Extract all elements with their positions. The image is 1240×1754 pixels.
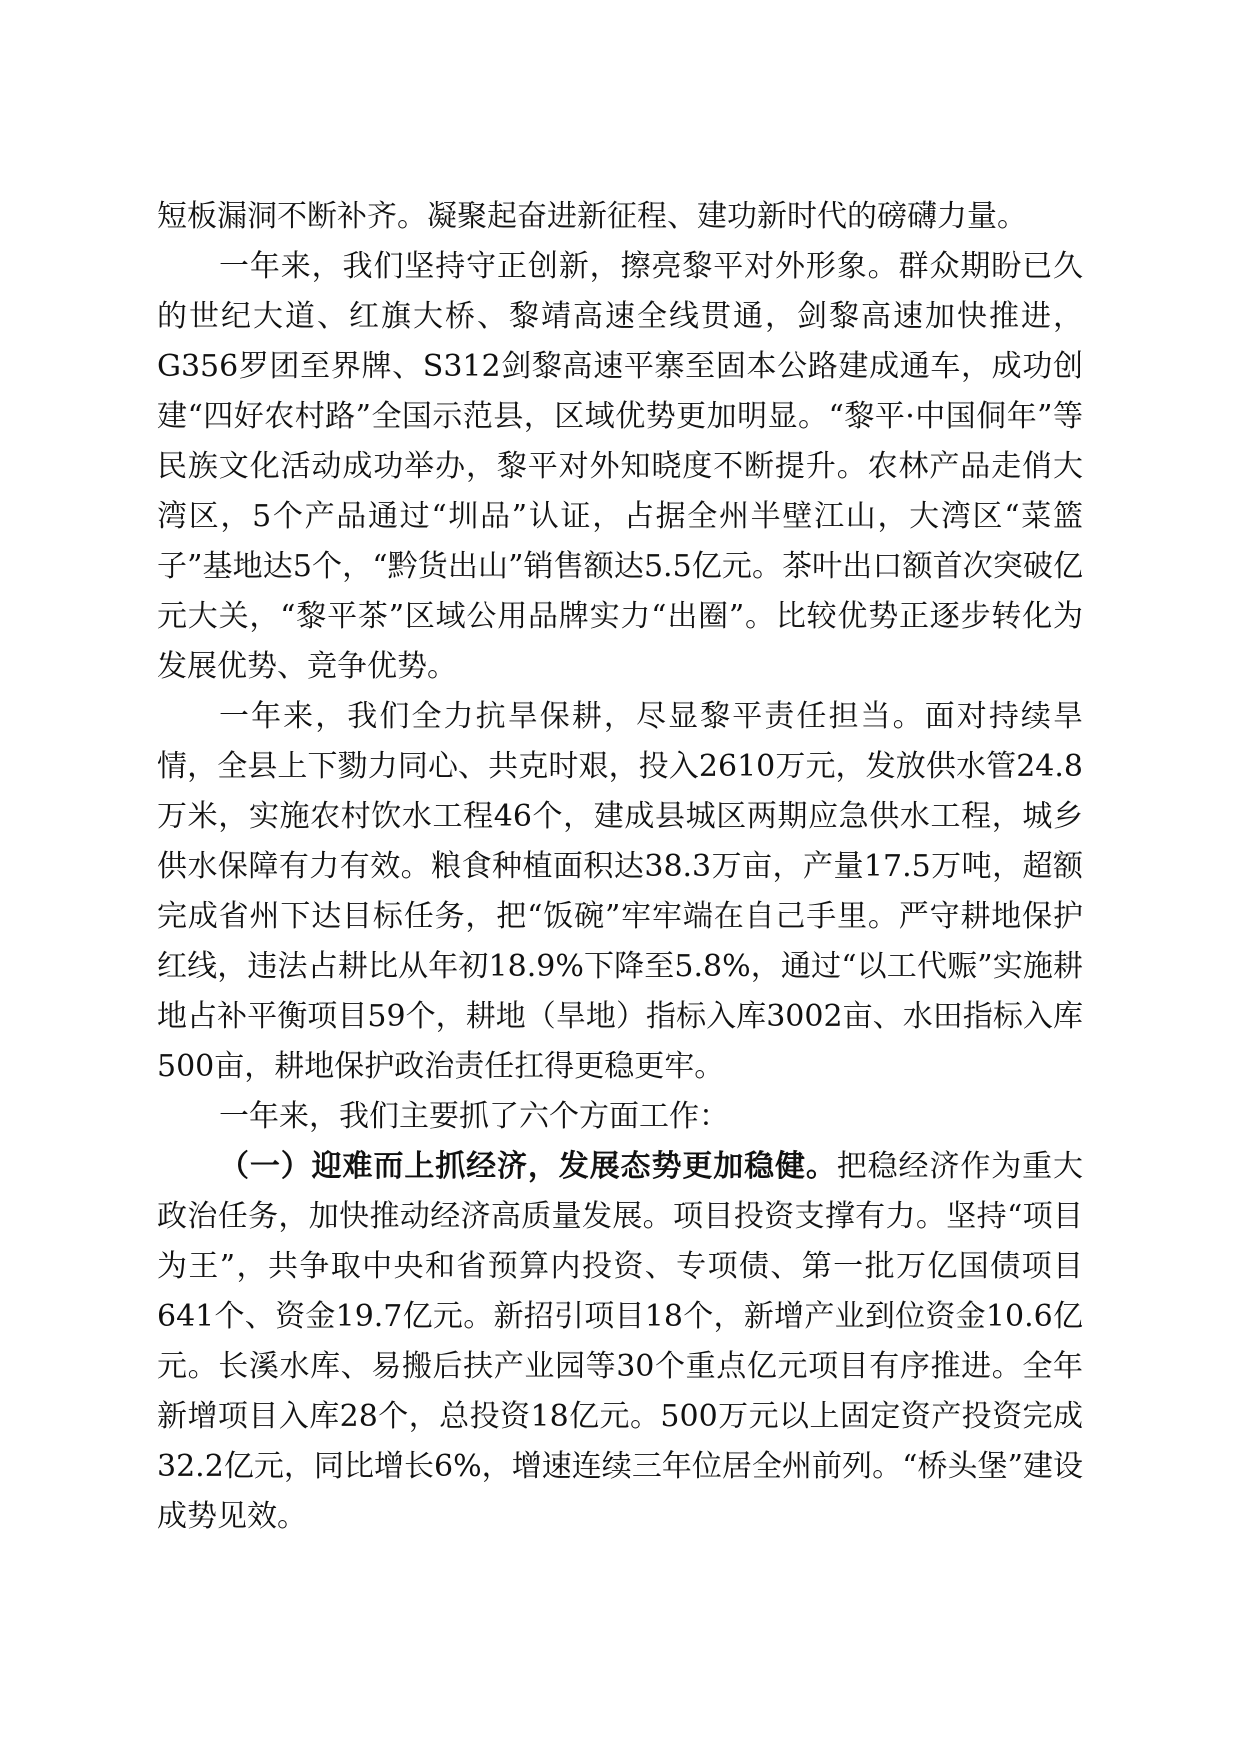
paragraph-drought-relief: 一年来，我们全力抗旱保耕，尽显黎平责任担当。面对持续旱情，全县上下勠力同心、共克时艰，投入2610万元，发放供水管24.8万米，实施农村饮水工程46个，建成县城区两期应急供水工程，城乡供水保障有力有效。粮食种植面积达38.3万亩，产量17.5万吨，超额完成省州下达目标任务，把“饭碗”牢牢端在自己手里。严守耕地保护红线，违法占耕比从年初18.9%下降至5.8%，通过“以工代赈”实施耕地占补平衡项目59个，耕地（旱地）指标入库3002亩、水田指标入库500亩，耕地保护政治责任扛得更稳更牢。 — [157, 699, 1083, 1084]
document-page — [157, 192, 1083, 1542]
paragraph-economy — [157, 1142, 1083, 1542]
section-heading-economy: （一）迎难而上抓经济，发展态势更加稳健。 — [219, 1149, 837, 1184]
paragraph-continuation: 短板漏洞不断补齐。凝聚起奋进新征程、建功新时代的磅礴力量。 — [157, 199, 1027, 234]
paragraph-economy-body: 把稳经济作为重大政治任务，加快推动经济高质量发展。项目投资支撑有力。坚持“项目为王”，共争取中央和省预算内投资、专项债、第一批万亿国债项目641个、资金19.7亿元。新招引项目18个，新增产业到位资金10.6亿元。长溪水库、易搬后扶产业园等30个重点亿元项目有序推进。全年新增项目入库28个，总投资18亿元。500万元以上固定资产投资完成32.2亿元，同比增长6%，增速连续三年位居全州前列。“桥头堡”建设成势见效。 — [157, 1149, 1084, 1534]
paragraph-six-areas: 一年来，我们主要抓了六个方面工作： — [219, 1099, 729, 1134]
paragraph-external-image: 一年来，我们坚持守正创新，擦亮黎平对外形象。群众期盼已久的世纪大道、红旗大桥、黎靖高速全线贯通，剑黎高速加快推进，G356罗团至界牌、S312剑黎高速平寨至固本公路建成通车，成功创建“四好农村路”全国示范县，区域优势更加明显。“黎平·中国侗年”等民族文化活动成功举办，黎平对外知晓度不断提升。农林产品走俏大湾区，5个产品通过“圳品”认证，占据全州半壁江山，大湾区“菜篮子”基地达5个，“黔货出山”销售额达5.5亿元。茶叶出口额首次突破亿元大关，“黎平茶”区域公用品牌实力“出圈”。比较优势正逐步转化为发展优势、竞争优势。 — [157, 249, 1083, 684]
